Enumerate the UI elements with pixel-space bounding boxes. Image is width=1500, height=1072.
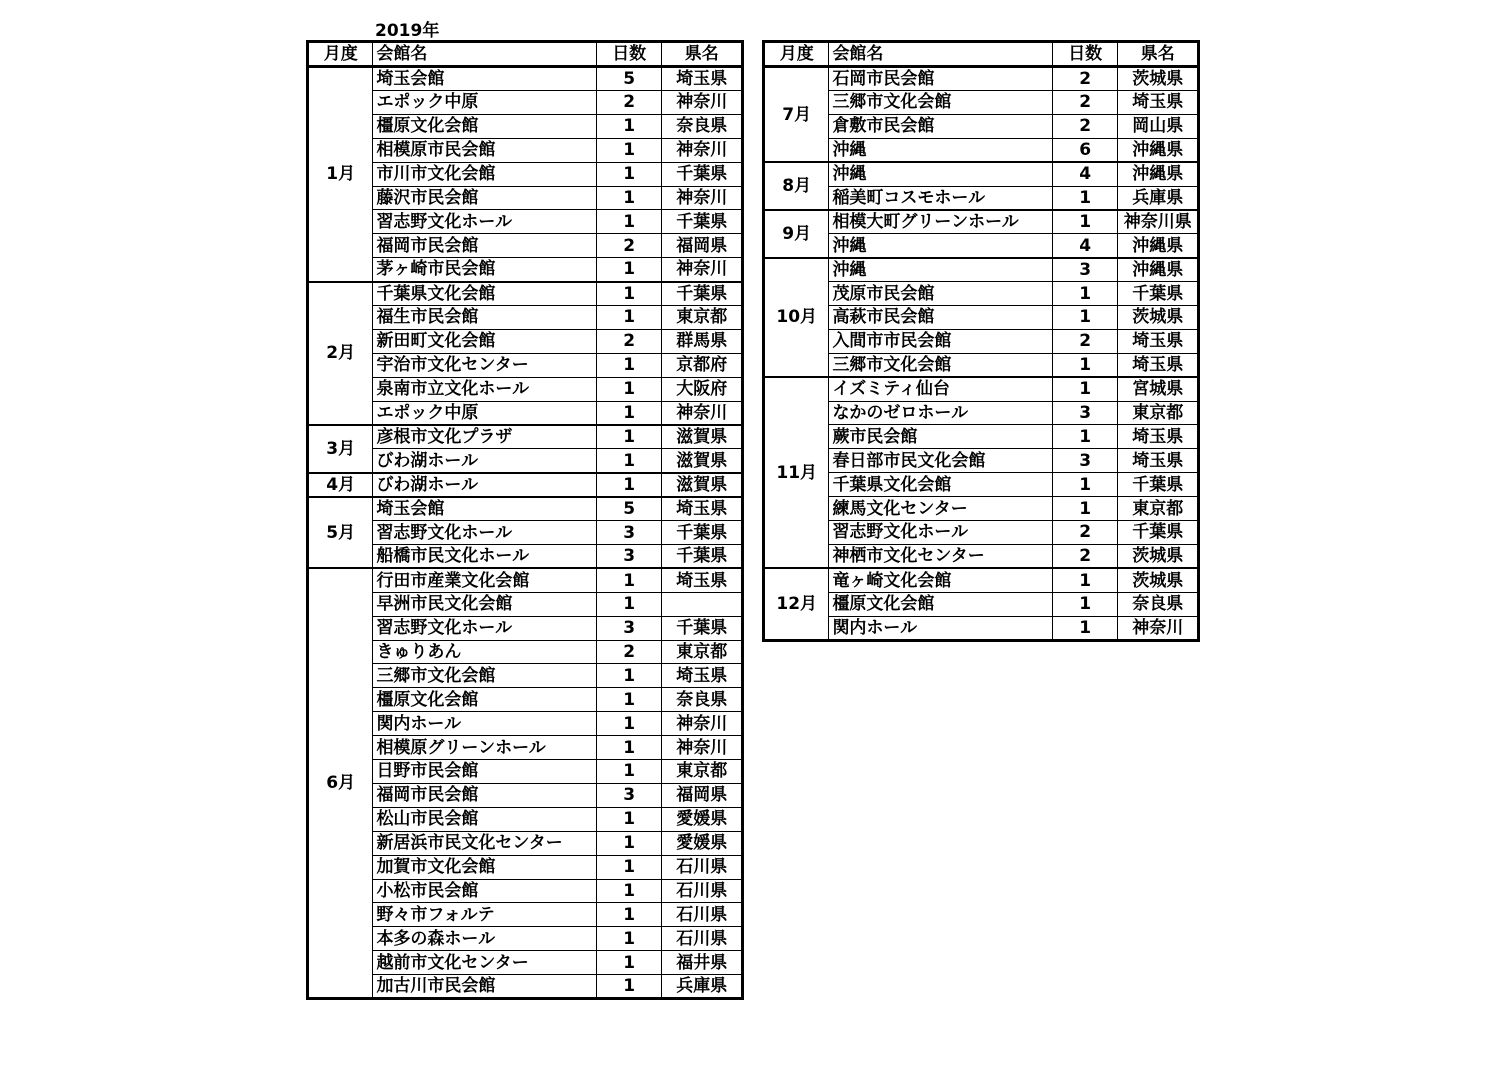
prefecture-cell: 沖縄県 bbox=[1118, 138, 1199, 162]
prefecture-cell: 千葉県 bbox=[662, 521, 743, 545]
month-cell: 8月 bbox=[764, 162, 829, 210]
venue-cell: 埼玉会館 bbox=[373, 67, 597, 91]
days-cell: 3 bbox=[596, 545, 661, 569]
prefecture-cell: 埼玉県 bbox=[1118, 449, 1199, 473]
table-row bbox=[764, 114, 1199, 138]
table-row bbox=[764, 401, 1199, 425]
venue-cell: 船橋市民文化ホール bbox=[373, 545, 597, 569]
prefecture-cell: 埼玉県 bbox=[1118, 353, 1199, 377]
prefecture-cell: 兵庫県 bbox=[1118, 186, 1199, 210]
days-cell: 4 bbox=[1052, 234, 1117, 258]
days-cell: 1 bbox=[1052, 282, 1117, 306]
table-row bbox=[308, 592, 743, 616]
table-row bbox=[764, 138, 1199, 162]
venue-cell: 石岡市民会館 bbox=[829, 67, 1053, 91]
prefecture-cell: 千葉県 bbox=[662, 616, 743, 640]
venue-cell: 習志野文化ホール bbox=[373, 616, 597, 640]
venue-cell: 橿原文化会館 bbox=[829, 592, 1053, 616]
prefecture-cell: 神奈川 bbox=[662, 258, 743, 282]
table-row bbox=[308, 67, 743, 91]
prefecture-cell: 大阪府 bbox=[662, 377, 743, 401]
table-row bbox=[764, 473, 1199, 497]
month-cell: 12月 bbox=[764, 568, 829, 640]
venue-cell: 三郷市文化会館 bbox=[829, 91, 1053, 115]
venue-cell: 稲美町コスモホール bbox=[829, 186, 1053, 210]
days-cell: 2 bbox=[596, 329, 661, 353]
table-row bbox=[308, 664, 743, 688]
table-row bbox=[764, 306, 1199, 330]
venue-cell: 沖縄 bbox=[829, 234, 1053, 258]
days-cell: 1 bbox=[596, 282, 661, 306]
table-row bbox=[308, 783, 743, 807]
days-cell: 2 bbox=[596, 91, 661, 115]
prefecture-cell: 神奈川 bbox=[662, 138, 743, 162]
table-row bbox=[764, 568, 1199, 592]
prefecture-cell: 奈良県 bbox=[1118, 592, 1199, 616]
venue-cell: 入間市市民会館 bbox=[829, 329, 1053, 353]
days-cell: 1 bbox=[596, 473, 661, 497]
venue-cell: 埼玉会館 bbox=[373, 497, 597, 521]
prefecture-cell: 埼玉県 bbox=[1118, 329, 1199, 353]
days-cell: 1 bbox=[1052, 568, 1117, 592]
days-cell: 6 bbox=[1052, 138, 1117, 162]
days-cell: 1 bbox=[596, 736, 661, 760]
venue-cell: 関内ホール bbox=[373, 712, 597, 736]
prefecture-cell: 滋賀県 bbox=[662, 449, 743, 473]
venue-cell: 泉南市立文化ホール bbox=[373, 377, 597, 401]
days-cell: 2 bbox=[1052, 91, 1117, 115]
table-row bbox=[764, 67, 1199, 91]
table-row bbox=[308, 975, 743, 999]
table-row bbox=[308, 162, 743, 186]
venue-cell: 藤沢市民会館 bbox=[373, 186, 597, 210]
table-row bbox=[308, 473, 743, 497]
days-cell: 1 bbox=[596, 162, 661, 186]
days-cell: 1 bbox=[596, 210, 661, 234]
days-cell: 2 bbox=[1052, 67, 1117, 91]
days-cell: 1 bbox=[596, 425, 661, 449]
days-cell: 2 bbox=[1052, 114, 1117, 138]
prefecture-cell: 神奈川 bbox=[662, 712, 743, 736]
venue-cell: 竜ヶ崎文化会館 bbox=[829, 568, 1053, 592]
venue-cell: 日野市民会館 bbox=[373, 760, 597, 784]
days-cell: 1 bbox=[596, 975, 661, 999]
days-cell: 1 bbox=[596, 258, 661, 282]
venue-cell: なかのゼロホール bbox=[829, 401, 1053, 425]
header-month: 月度 bbox=[308, 42, 373, 67]
prefecture-cell: 石川県 bbox=[662, 879, 743, 903]
table-row bbox=[764, 91, 1199, 115]
days-cell: 1 bbox=[596, 377, 661, 401]
table-row bbox=[308, 353, 743, 377]
days-cell: 2 bbox=[596, 640, 661, 664]
venue-cell: 千葉県文化会館 bbox=[829, 473, 1053, 497]
prefecture-cell: 福岡県 bbox=[662, 234, 743, 258]
table-row bbox=[764, 497, 1199, 521]
prefecture-cell: 千葉県 bbox=[1118, 473, 1199, 497]
days-cell: 2 bbox=[1052, 329, 1117, 353]
venue-cell: 相模原グリーンホール bbox=[373, 736, 597, 760]
days-cell: 1 bbox=[596, 688, 661, 712]
venue-cell: 沖縄 bbox=[829, 258, 1053, 282]
table-row bbox=[308, 377, 743, 401]
days-cell: 2 bbox=[596, 234, 661, 258]
days-cell: 3 bbox=[596, 616, 661, 640]
days-cell: 1 bbox=[596, 664, 661, 688]
prefecture-cell: 神奈川 bbox=[662, 186, 743, 210]
venue-cell: 習志野文化ホール bbox=[373, 521, 597, 545]
days-cell: 1 bbox=[596, 186, 661, 210]
days-cell: 1 bbox=[596, 951, 661, 975]
header-prefecture: 県名 bbox=[1118, 42, 1199, 67]
month-cell: 3月 bbox=[308, 425, 373, 473]
prefecture-cell: 茨城県 bbox=[1118, 67, 1199, 91]
prefecture-cell: 茨城県 bbox=[1118, 306, 1199, 330]
table-row bbox=[308, 616, 743, 640]
prefecture-cell: 東京都 bbox=[662, 640, 743, 664]
header-row bbox=[764, 42, 1199, 67]
table-row bbox=[308, 114, 743, 138]
days-cell: 1 bbox=[596, 138, 661, 162]
month-cell: 4月 bbox=[308, 473, 373, 497]
prefecture-cell: 滋賀県 bbox=[662, 425, 743, 449]
venue-cell: 高萩市民会館 bbox=[829, 306, 1053, 330]
days-cell: 1 bbox=[1052, 616, 1117, 640]
venue-cell: 越前市文化センター bbox=[373, 951, 597, 975]
table-row bbox=[308, 760, 743, 784]
table-row bbox=[308, 210, 743, 234]
prefecture-cell: 埼玉県 bbox=[662, 67, 743, 91]
prefecture-cell: 東京都 bbox=[662, 306, 743, 330]
venue-cell: 加古川市民会館 bbox=[373, 975, 597, 999]
table-row bbox=[308, 449, 743, 473]
prefecture-cell: 福井県 bbox=[662, 951, 743, 975]
header-days: 日数 bbox=[596, 42, 661, 67]
days-cell: 1 bbox=[1052, 425, 1117, 449]
prefecture-cell: 兵庫県 bbox=[662, 975, 743, 999]
days-cell: 1 bbox=[1052, 377, 1117, 401]
table-row bbox=[308, 258, 743, 282]
month-cell: 1月 bbox=[308, 67, 373, 282]
prefecture-cell: 茨城県 bbox=[1118, 568, 1199, 592]
table-row bbox=[764, 425, 1199, 449]
table-row bbox=[308, 951, 743, 975]
prefecture-cell: 埼玉県 bbox=[662, 568, 743, 592]
days-cell: 1 bbox=[1052, 186, 1117, 210]
prefecture-cell: 神奈川 bbox=[1118, 616, 1199, 640]
header-venue: 会館名 bbox=[829, 42, 1053, 67]
table-row bbox=[308, 831, 743, 855]
prefecture-cell: 埼玉県 bbox=[662, 664, 743, 688]
month-cell: 2月 bbox=[308, 282, 373, 425]
prefecture-cell: 千葉県 bbox=[1118, 282, 1199, 306]
table-row bbox=[308, 568, 743, 592]
venue-cell: 相模大町グリーンホール bbox=[829, 210, 1053, 234]
days-cell: 1 bbox=[1052, 497, 1117, 521]
venue-cell: 神栖市文化センター bbox=[829, 544, 1053, 568]
days-cell: 3 bbox=[596, 521, 661, 545]
days-cell: 1 bbox=[596, 592, 661, 616]
venue-cell: 相模原市民会館 bbox=[373, 138, 597, 162]
days-cell: 1 bbox=[1052, 306, 1117, 330]
venue-cell: 三郷市文化会館 bbox=[373, 664, 597, 688]
prefecture-cell: 愛媛県 bbox=[662, 831, 743, 855]
table-row bbox=[308, 640, 743, 664]
prefecture-cell: 神奈川県 bbox=[1118, 210, 1199, 234]
table-row bbox=[308, 282, 743, 306]
table-row bbox=[764, 449, 1199, 473]
header-month: 月度 bbox=[764, 42, 829, 67]
table-row bbox=[308, 401, 743, 425]
venue-cell: 茅ヶ崎市民会館 bbox=[373, 258, 597, 282]
header-venue: 会館名 bbox=[373, 42, 597, 67]
venue-cell: 彦根市文化プラザ bbox=[373, 425, 597, 449]
venue-cell: 福生市民会館 bbox=[373, 306, 597, 330]
table-row bbox=[308, 712, 743, 736]
days-cell: 1 bbox=[596, 568, 661, 592]
venue-cell: イズミティ仙台 bbox=[829, 377, 1053, 401]
days-cell: 1 bbox=[596, 353, 661, 377]
days-cell: 3 bbox=[1052, 449, 1117, 473]
prefecture-cell: 神奈川 bbox=[662, 736, 743, 760]
days-cell: 1 bbox=[1052, 473, 1117, 497]
prefecture-cell: 沖縄県 bbox=[1118, 234, 1199, 258]
prefecture-cell: 宮城県 bbox=[1118, 377, 1199, 401]
table-row bbox=[308, 545, 743, 569]
prefecture-cell: 埼玉県 bbox=[1118, 91, 1199, 115]
table-row bbox=[764, 210, 1199, 234]
table-row bbox=[308, 138, 743, 162]
days-cell: 1 bbox=[1052, 210, 1117, 234]
table-row bbox=[764, 616, 1199, 640]
prefecture-cell: 埼玉県 bbox=[662, 497, 743, 521]
days-cell: 1 bbox=[596, 760, 661, 784]
venue-cell: 習志野文化ホール bbox=[829, 521, 1053, 545]
days-cell: 1 bbox=[596, 306, 661, 330]
venue-cell: 新居浜市民文化センター bbox=[373, 831, 597, 855]
table-row bbox=[308, 903, 743, 927]
venue-cell: 市川市文化会館 bbox=[373, 162, 597, 186]
prefecture-cell: 千葉県 bbox=[1118, 521, 1199, 545]
venue-cell: 宇治市文化センター bbox=[373, 353, 597, 377]
table-row bbox=[764, 377, 1199, 401]
month-cell: 5月 bbox=[308, 497, 373, 569]
venue-cell: エポック中原 bbox=[373, 91, 597, 115]
venue-cell: 橿原文化会館 bbox=[373, 688, 597, 712]
venue-cell: 本多の森ホール bbox=[373, 927, 597, 951]
schedule-table-right bbox=[762, 40, 1200, 642]
days-cell: 1 bbox=[596, 449, 661, 473]
venue-cell: 行田市産業文化会館 bbox=[373, 568, 597, 592]
table-row bbox=[308, 927, 743, 951]
days-cell: 3 bbox=[596, 783, 661, 807]
prefecture-cell: 石川県 bbox=[662, 855, 743, 879]
days-cell: 1 bbox=[1052, 592, 1117, 616]
days-cell: 5 bbox=[596, 67, 661, 91]
prefecture-cell: 千葉県 bbox=[662, 282, 743, 306]
days-cell: 1 bbox=[596, 401, 661, 425]
prefecture-cell: 東京都 bbox=[1118, 497, 1199, 521]
table-row bbox=[764, 592, 1199, 616]
venue-cell: 松山市民会館 bbox=[373, 807, 597, 831]
venue-cell: 橿原文化会館 bbox=[373, 114, 597, 138]
venue-cell: 練馬文化センター bbox=[829, 497, 1053, 521]
prefecture-cell: 千葉県 bbox=[662, 162, 743, 186]
venue-cell: 茂原市民会館 bbox=[829, 282, 1053, 306]
venue-cell: 蕨市民会館 bbox=[829, 425, 1053, 449]
table-row bbox=[308, 807, 743, 831]
prefecture-cell: 京都府 bbox=[662, 353, 743, 377]
prefecture-cell: 東京都 bbox=[662, 760, 743, 784]
days-cell: 1 bbox=[596, 712, 661, 736]
venue-cell: 習志野文化ホール bbox=[373, 210, 597, 234]
venue-cell: 新田町文化会館 bbox=[373, 329, 597, 353]
prefecture-cell: 石川県 bbox=[662, 927, 743, 951]
table-row bbox=[308, 521, 743, 545]
venue-cell: きゅりあん bbox=[373, 640, 597, 664]
venue-cell: びわ湖ホール bbox=[373, 449, 597, 473]
prefecture-cell: 千葉県 bbox=[662, 210, 743, 234]
table-row bbox=[308, 497, 743, 521]
prefecture-cell: 茨城県 bbox=[1118, 544, 1199, 568]
table-row bbox=[308, 425, 743, 449]
table-row bbox=[764, 353, 1199, 377]
days-cell: 1 bbox=[596, 879, 661, 903]
venue-cell: 加賀市文化会館 bbox=[373, 855, 597, 879]
table-row bbox=[764, 329, 1199, 353]
prefecture-cell: 神奈川 bbox=[662, 401, 743, 425]
table-row bbox=[764, 282, 1199, 306]
prefecture-cell: 沖縄県 bbox=[1118, 258, 1199, 282]
days-cell: 2 bbox=[1052, 521, 1117, 545]
table-row bbox=[764, 234, 1199, 258]
days-cell: 4 bbox=[1052, 162, 1117, 186]
schedule-table-left bbox=[306, 40, 744, 1000]
prefecture-cell: 奈良県 bbox=[662, 114, 743, 138]
days-cell: 1 bbox=[596, 114, 661, 138]
table-row bbox=[308, 736, 743, 760]
venue-cell: 千葉県文化会館 bbox=[373, 282, 597, 306]
venue-cell: 沖縄 bbox=[829, 162, 1053, 186]
days-cell: 1 bbox=[1052, 353, 1117, 377]
month-cell: 10月 bbox=[764, 258, 829, 377]
days-cell: 5 bbox=[596, 497, 661, 521]
prefecture-cell: 神奈川 bbox=[662, 91, 743, 115]
venue-cell: 福岡市民会館 bbox=[373, 783, 597, 807]
days-cell: 3 bbox=[1052, 401, 1117, 425]
venue-cell: 野々市フォルテ bbox=[373, 903, 597, 927]
table-row bbox=[308, 91, 743, 115]
venue-cell: 小松市民会館 bbox=[373, 879, 597, 903]
venue-cell: びわ湖ホール bbox=[373, 473, 597, 497]
table-row bbox=[308, 688, 743, 712]
table-row bbox=[308, 329, 743, 353]
table-row bbox=[308, 186, 743, 210]
header-row bbox=[308, 42, 743, 67]
days-cell: 1 bbox=[596, 855, 661, 879]
header-prefecture: 県名 bbox=[662, 42, 743, 67]
venue-cell: 倉敷市民会館 bbox=[829, 114, 1053, 138]
table-row bbox=[308, 234, 743, 258]
month-cell: 7月 bbox=[764, 67, 829, 163]
header-days: 日数 bbox=[1052, 42, 1117, 67]
prefecture-cell: 埼玉県 bbox=[1118, 425, 1199, 449]
prefecture-cell: 福岡県 bbox=[662, 783, 743, 807]
prefecture-cell: 愛媛県 bbox=[662, 807, 743, 831]
days-cell: 1 bbox=[596, 807, 661, 831]
prefecture-cell: 奈良県 bbox=[662, 688, 743, 712]
days-cell: 3 bbox=[1052, 258, 1117, 282]
venue-cell: 春日部市民文化会館 bbox=[829, 449, 1053, 473]
prefecture-cell: 岡山県 bbox=[1118, 114, 1199, 138]
prefecture-cell: 沖縄県 bbox=[1118, 162, 1199, 186]
month-cell: 9月 bbox=[764, 210, 829, 258]
days-cell: 1 bbox=[596, 927, 661, 951]
prefecture-cell: 群馬県 bbox=[662, 329, 743, 353]
year-label: 2019年 bbox=[375, 21, 440, 41]
venue-cell: 関内ホール bbox=[829, 616, 1053, 640]
days-cell: 1 bbox=[596, 903, 661, 927]
venue-cell: 早洲市民文化会館 bbox=[373, 592, 597, 616]
month-cell: 6月 bbox=[308, 568, 373, 998]
prefecture-cell: 東京都 bbox=[1118, 401, 1199, 425]
table-row bbox=[308, 879, 743, 903]
table-row bbox=[764, 544, 1199, 568]
month-cell: 11月 bbox=[764, 377, 829, 568]
prefecture-cell: 石川県 bbox=[662, 903, 743, 927]
table-row bbox=[764, 162, 1199, 186]
venue-cell: 沖縄 bbox=[829, 138, 1053, 162]
table-row bbox=[764, 258, 1199, 282]
prefecture-cell: 滋賀県 bbox=[662, 473, 743, 497]
table-row bbox=[308, 855, 743, 879]
days-cell: 2 bbox=[1052, 544, 1117, 568]
venue-cell: 三郷市文化会館 bbox=[829, 353, 1053, 377]
prefecture-cell bbox=[662, 592, 743, 616]
table-row bbox=[764, 521, 1199, 545]
table-row bbox=[764, 186, 1199, 210]
days-cell: 1 bbox=[596, 831, 661, 855]
venue-cell: 福岡市民会館 bbox=[373, 234, 597, 258]
table-row bbox=[308, 306, 743, 330]
venue-cell: エポック中原 bbox=[373, 401, 597, 425]
prefecture-cell: 千葉県 bbox=[662, 545, 743, 569]
